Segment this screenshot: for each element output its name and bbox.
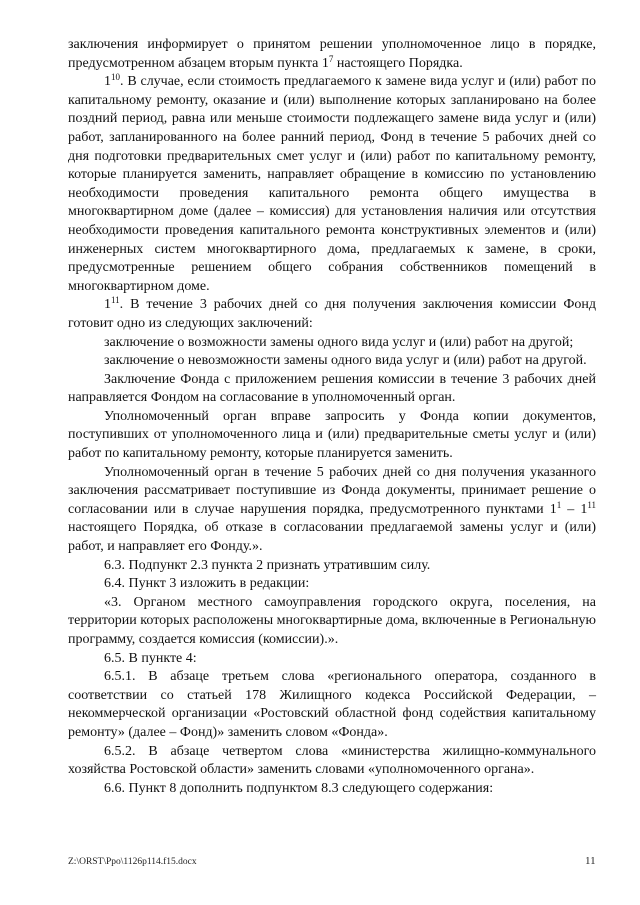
paragraph-text: настоящего Порядка. (333, 55, 463, 71)
paragraph-text: – 1 (561, 501, 588, 517)
paragraph-text: 6.6. Пункт 8 дополнить подпунктом 8.3 следующего содержания: (104, 780, 494, 796)
paragraph (68, 575, 596, 594)
paragraph-text: настоящего Порядка, об отказе в согласовании предлагаемой замены услуг и (или) работ, и направляет его Фонду.». (68, 520, 596, 555)
paragraph (68, 73, 596, 296)
paragraph-text: 6.3. Подпункт 2.3 пункта 2 признать утратившим силу. (104, 557, 431, 573)
paragraph-text: заключения информирует о принятом решении уполномоченное лицо в порядке, предусмотренном абзацем вторым пункта 1 (68, 37, 596, 71)
paragraph (68, 296, 596, 333)
paragraph (68, 557, 596, 576)
paragraph-text: 6.5.2. В абзаце четвертом слова «министерства жилищно-коммунального хозяйства Ростовской области» заменить словами «уполномоченного органа». (68, 743, 596, 778)
paragraph-text: заключение о невозможности замены одного вида услуг и (или) работ на другой. (104, 353, 587, 369)
paragraph-text: «3. Органом местного самоуправления городского округа, поселения, на территории которых расположены многоквартирные дома, включенные в Региональную программу, создается комиссия (комиссии).». (68, 594, 596, 647)
paragraph (68, 36, 596, 73)
paragraph (68, 408, 596, 464)
paragraph (68, 743, 596, 780)
paragraph-text: 6.4. Пункт 3 изложить в редакции: (104, 576, 310, 592)
paragraph-text: Уполномоченный орган вправе запросить у Фонда копии документов, поступивших от уполномоченного лица и (или) предварительные сметы услуг и (или) работ по капитальному ремонту, которые планируется заменить. (68, 408, 596, 462)
paragraph-text: 6.5. В пункте 4: (104, 650, 197, 666)
paragraph-text: 1 (104, 74, 111, 90)
paragraph-text: . В случае, если стоимость предлагаемого к замене вида услуг и (или) работ по капитальному ремонту, оказание и (или) выполнение которых запланировано на более поздний период, равна или меньше стоимости подлежащего замене вида услуг и (или) работ, запланированного на более ранний период, Фонд в течение 5 рабочих дней со дня подготовки предварительных смет услуг и (или) работ по капитальному ремонту, которые планируется заменить, направляет обращение в комиссию по установлению необходимости проведения капитального ремонта общего имущества в многоквартирном доме (далее – комиссия) для установления наличия или отсутствия необходимости проведения капитального ремонта конструктивных элементов и (или) инженерных систем многоквартирного дома, предлагаемых к замене, в сроки, предусмотренные решением общего собрания собственников помещений в многоквартирном доме. (68, 74, 596, 294)
paragraph (68, 352, 596, 371)
paragraph-text: . В течение 3 рабочих дней со дня получения заключения комиссии Фонд готовит одно из следующих заключений: (68, 297, 596, 331)
superscript-text: 10 (111, 72, 120, 83)
paragraph-text: 1 (104, 297, 111, 313)
superscript-text: 11 (111, 295, 120, 306)
superscript-text: 7 (328, 53, 334, 64)
superscript-text: 11 (587, 499, 596, 510)
document-body (68, 36, 596, 798)
footer-file-path: Z:\ORST\Ppo\1126p114.f15.docx (68, 857, 197, 867)
paragraph (68, 334, 596, 353)
paragraph-text: 6.5.1. В абзаце третьем слова «регионального оператора, созданного в соответствии со статьей 178 Жилищного кодекса Российской Федерации, – некоммерческой организации «Ростовский областной фонд содействия капитальному ремонту» (далее – Фонд)» заменить словом «Фонда». (68, 669, 596, 740)
paragraph-text: Заключение Фонда с приложением решения комиссии в течение 3 рабочих дней направляется Фондом на согласование в уполномоченный орган. (68, 371, 596, 406)
paragraph-text: заключение о возможности замены одного вида услуг и (или) работ на другой; (104, 334, 574, 350)
paragraph (68, 650, 596, 669)
paragraph (68, 668, 596, 742)
paragraph (68, 464, 596, 557)
paragraph-text: Уполномоченный орган в течение 5 рабочих дней со дня получения указанного заключения рассматривает поступившие из Фонда документы, принимает решение о согласовании или в случае нарушения порядка, предусмотренного пунктами 1 (68, 464, 596, 517)
paragraph (68, 594, 596, 650)
paragraph (68, 780, 596, 799)
paragraph (68, 371, 596, 408)
superscript-text: 1 (556, 499, 562, 510)
page-number: 11 (585, 855, 596, 867)
